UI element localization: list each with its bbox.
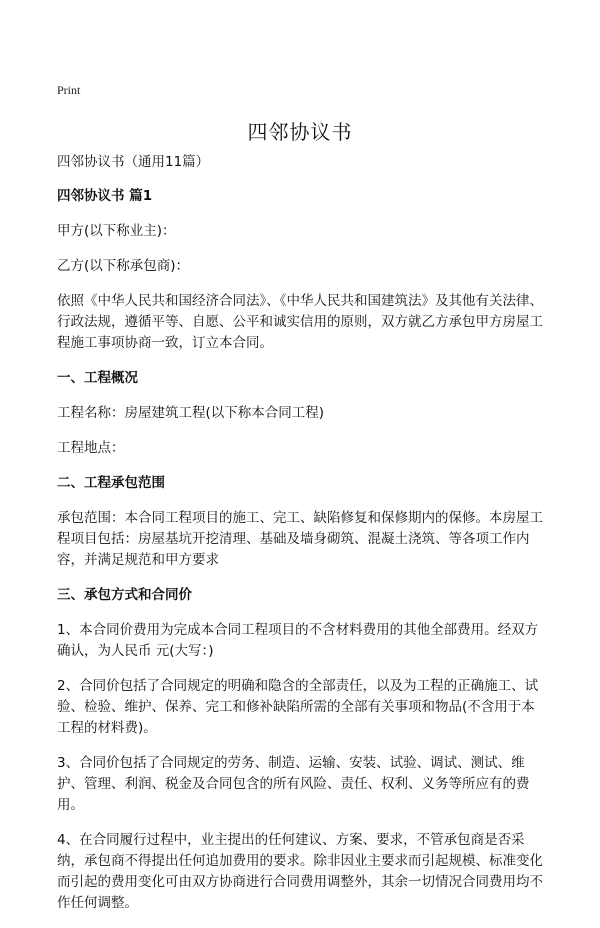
document-title: 四邻协议书 [247,120,353,144]
print-label: Print [57,83,81,97]
heading-contract-scope: 二、工程承包范围 [57,475,165,491]
price-item-2: 2、合同价包括了合同规定的明确和隐含的全部责任，以及为工程的正确施工、试验、检验、维护、保养、完工和修补缺陷所需的全部有关事项和物品(不含用于本工程的材料费)。 [57,678,539,736]
heading-contract-price: 三、承包方式和合同价 [57,587,192,603]
scope-paragraph: 承包范围：本合同工程项目的施工、完工、缺陷修复和保修期内的保修。本房屋工程项目包括：房屋基坑开挖清理、基础及墙身砌筑、混凝土浇筑、等各项工作内容，并满足规范和甲方要求 [57,510,543,568]
party-a-line: 甲方(以下称业主)： [57,223,176,239]
project-location-line: 工程地点： [57,440,125,456]
document-subtitle: 四邻协议书（通用11篇） [57,154,210,170]
price-item-4: 4、在合同履行过程中，业主提出的任何建议、方案、要求，不管承包商是否采纳，承包商不得提出任何追加费用的要求。除非因业主要求而引起规模、标准变化而引起的费用变化可由双方协商进行合同费用调整外，其余一切情况合同费用均不作任何调整。 [57,832,543,911]
intro-paragraph: 依照《中华人民共和国经济合同法》、《中华人民共和国建筑法》及其他有关法律、行政法规，遵循平等、自愿、公平和诚实信用的原则，双方就乙方承包甲方房屋工程施工事项协商一致，订立本合同。 [57,293,543,351]
price-item-3: 3、合同价包括了合同规定的劳务、制造、运输、安装、试验、调试、测试、维护、管理、利润、税金及合同包含的所有风险、责任、权利、义务等所应有的费用。 [57,755,530,813]
price-item-1: 1、本合同价费用为完成本合同工程项目的不含材料费用的其他全部费用。经双方确认，为人民币 元(大写：) [57,622,539,659]
section-title: 四邻协议书 篇1 [57,188,153,204]
party-b-line: 乙方(以下称承包商)： [57,258,190,274]
project-name-line: 工程名称：房屋建筑工程(以下称本合同工程) [57,405,325,421]
heading-project-overview: 一、工程概况 [57,370,138,386]
document-body [57,152,543,928]
